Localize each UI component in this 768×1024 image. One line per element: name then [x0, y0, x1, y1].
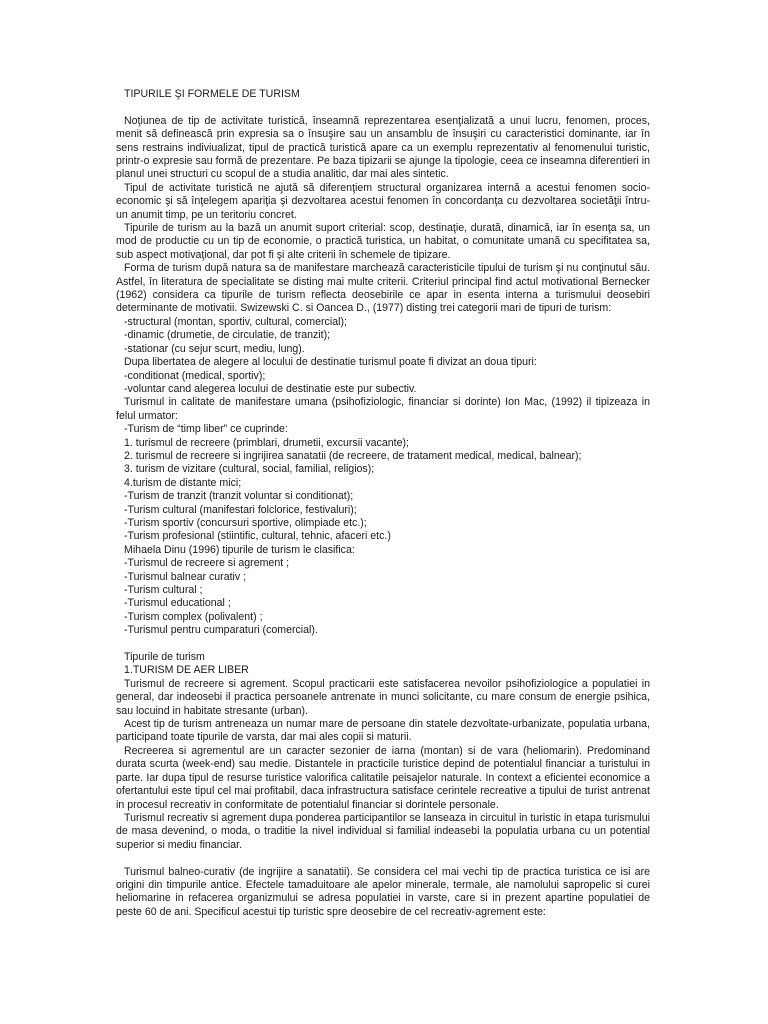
- list-item: -Turismul balnear curativ ;: [124, 570, 247, 583]
- paragraph: Forma de turism după natura sa de manifestare marchează caracteristicile tipului de turism şi nu conţinutul său. Astfel, în literatura de specialitate se disting mai multe criterii. Criteriul principal find actul motivational Bernecker (1962) considera ca tipurile de turism reflecta deosebirile ce apar in esenta interna a turismului deosebiri determinante de motivatii. Swizewski C. si Oancea D., (1977) disting trei categorii mari de tipuri de turism:: [116, 262, 650, 315]
- list-item: -Turism cultural ;: [124, 584, 203, 597]
- document-page: [116, 88, 650, 919]
- list-item: -structural (montan, sportiv, cultural, comercial);: [124, 315, 347, 328]
- list-item: 3. turism de vizitare (cultural, social, familial, religios);: [124, 463, 375, 476]
- list-item: -stationar (cu sejur scurt, mediu, lung).: [124, 342, 305, 355]
- list-item: -Turism profesional (stiintific, cultural, tehnic, afaceri etc.): [124, 530, 391, 543]
- list-item: 1. turismul de recreere (primblari, drumetii, excursii vacante);: [124, 436, 409, 449]
- list-item: 4.turism de distante mici;: [124, 476, 242, 489]
- section-heading: Tipurile de turism: [124, 651, 205, 664]
- list-item: Mihaela Dinu (1996) tipurile de turism le clasifica:: [124, 543, 355, 556]
- list-item: -Turism complex (polivalent) ;: [124, 610, 263, 623]
- list-item: Dupa libertatea de alegere al locului de destinatie turismul poate fi divizat an doua tipuri:: [124, 356, 537, 369]
- list-item: 2. turismul de recreere si ingrijirea sanatatii (de recreere, de tratament medical, medical, balnear);: [124, 449, 582, 462]
- list-item: -Turism de “timp liber” ce cuprinde:: [124, 423, 288, 436]
- list-item: -Turismul educational ;: [124, 597, 231, 610]
- paragraph: Recreerea si agrementul are un caracter sezonier de iarna (montan) si de vara (heliomarin). Predominand durata scurta (week-end) sau medie. Distantele in practicile turistice depind de potentialul financiar a turistului in parte. Iar dupa tipul de resurse turistice valorifica calitatile peisajelor naturale. In context a eficientei economice a ofertantului este tipul cel mai profitabil, daca infrastructura satisface cerintele recreative a tipului de turist antrenat in procesul recreativ in conformitate de potentialul financiar si dorintele personale.: [116, 744, 650, 811]
- list-item: -Turism de tranzit (tranzit voluntar si conditionat);: [124, 490, 354, 503]
- list-item: -Turism sportiv (concursuri sportive, olimpiade etc.);: [124, 516, 367, 529]
- section-heading: 1.TURISM DE AER LIBER: [124, 664, 249, 677]
- paragraph: Turismul recreativ si agrement dupa ponderea participantilor se lanseaza in circuitul in turistic in etapa turismului de masa devenind, o moda, o traditie la nivel individual si familial indeasebi la populatia urbana cu un potential superior si mediu financiar.: [116, 811, 650, 851]
- paragraph: Turismul de recreere si agrement. Scopul practicarii este satisfacerea nevoilor psihofiziologice a populatiei in general, dar indeosebi il practica persoanele antrenate in munci solicitante, cu mare consum de energie psihica, sau locuind in habitate stresante (urban).: [116, 677, 650, 717]
- list-item: -dinamic (drumetie, de circulatie, de tranzit);: [124, 329, 331, 342]
- paragraph: Turismul balneo-curativ (de ingrijire a sanatatii). Se considera cel mai vechi tip de practica turistica ce isi are origini din timpurile antice. Efectele tamaduitoare ale apelor minerale, termale, ale namolului sapropelic si curei heliomarine in refacerea organizmului se adresa populatiei in varste, care si in prezent apartine populatiei de peste 60 de ani. Specificul acestui tip turistic spre deosebire de cel recreativ-agrement este:: [116, 865, 650, 918]
- list-item: -conditionat (medical, sportiv);: [124, 369, 266, 382]
- page-title: TIPURILE ŞI FORMELE DE TURISM: [124, 88, 300, 100]
- blank-line: [116, 638, 650, 651]
- paragraph: Turismul in calitate de manifestare umana (psihofiziologic, financiar si dorinte) Ion Mac, (1992) il tipizeaza in felul urmator:: [116, 396, 650, 422]
- list-item: -Turismul pentru cumparaturi (comercial).: [124, 624, 318, 637]
- list-item: -Turismul de recreere si agrement ;: [124, 557, 290, 570]
- paragraph: Acest tip de turism antreneaza un numar mare de persoane din statele dezvoltate-urbanizate, populatia urbana, participand toate tipurile de varsta, dar mai ales copii si maturii.: [116, 718, 650, 744]
- paragraph: Tipul de activitate turistică ne ajută să diferenţiem structural organizarea internă a acestui fenomen socio-economic şi să înţelegem apariţia şi dezvoltarea acestui fenomen în concordanţa cu dezvoltarea societăţii întru-un anumit timp, pe un teritoriu concret.: [116, 181, 650, 221]
- paragraph: Tipurile de turism au la bază un anumit suport criterial: scop, destinaţie, durată, dinamică, iar în esenţa sa, un mod de productie cu un tip de economie, o practică turistica, un habitat, o comunitate umană cu specifitatea sa, sub aspect motivaţional, dar pot fi şi alte criterii în schemele de tipizare.: [116, 222, 650, 261]
- paragraph: Noţiunea de tip de activitate turistică, înseamnă reprezentarea esenţializată a unui lucru, fenomen, proces, menit să definească prin expresia sa o însuşire sau un ansamblu de însuşiri cu caracteristici dominante, iar în sens restrains indiviualizat, tipul de practică turistică apare ca un exemplu reprezentativ al fenomenului turistic, printr-o expresie sau formă de prezentare. Pe baza tipizarii se ajunge la tipologie, ceea ce inseamna diferentieri in planul unei structuri cu scopul de a studia analitic, dar mai ales sintetic.: [116, 114, 650, 181]
- blank-line: [116, 852, 650, 865]
- list-item: -voluntar cand alegerea locului de destinatie este pur subectiv.: [124, 382, 417, 395]
- list-item: -Turism cultural (manifestari folclorice, festivaluri);: [124, 503, 357, 516]
